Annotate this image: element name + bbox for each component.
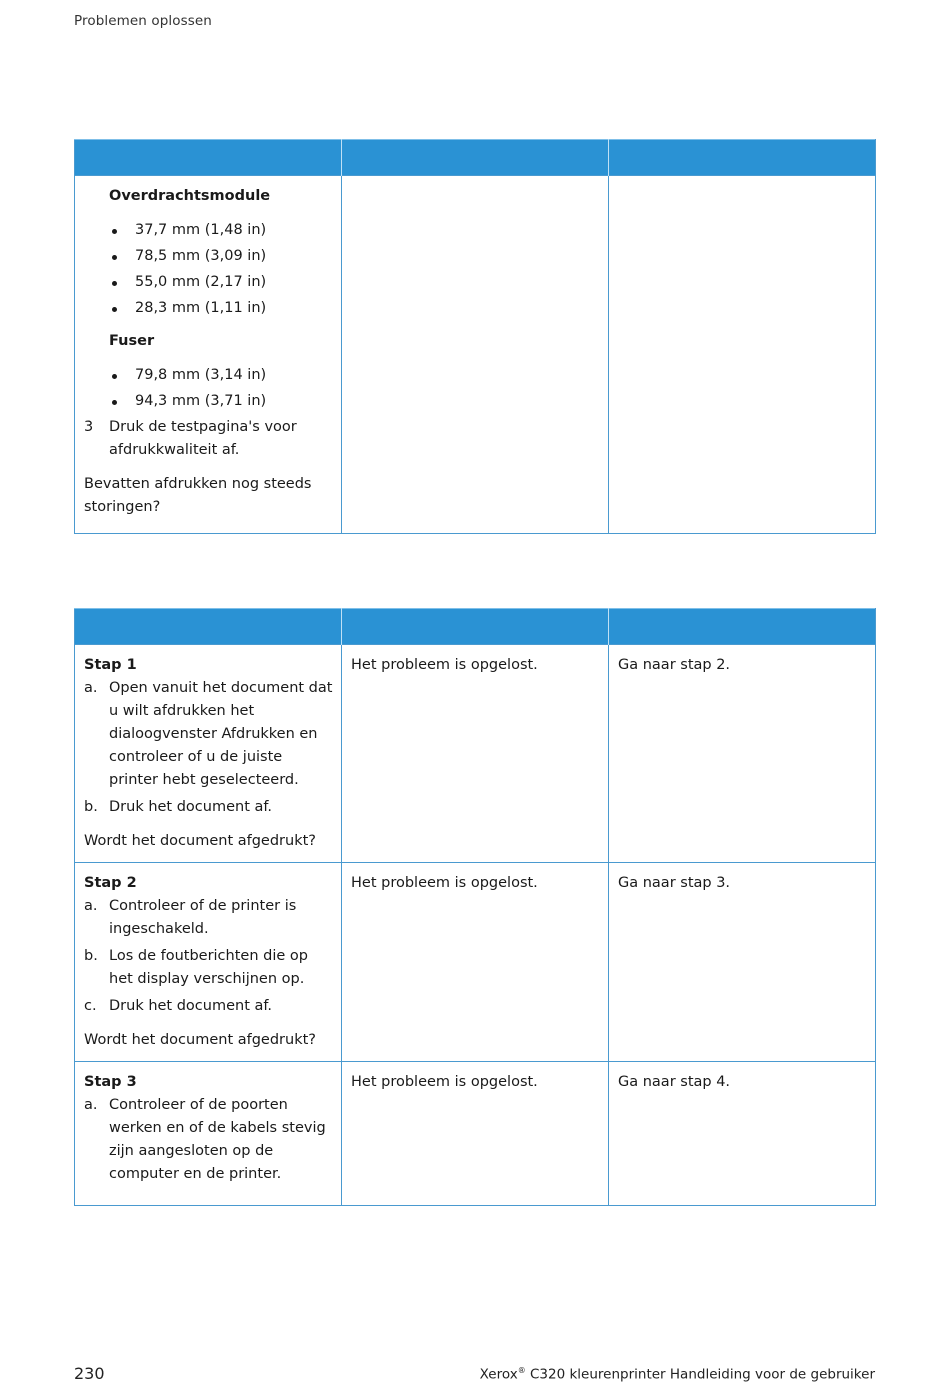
list-item: 55,0 mm (2,17 in) xyxy=(109,271,333,294)
substep-label: b. xyxy=(84,799,98,815)
no-cell: Ga naar stap 4. xyxy=(609,1062,876,1206)
substep-label: a. xyxy=(84,680,98,696)
registered-mark: ® xyxy=(517,1366,526,1375)
yes-cell: Het probleem is opgelost. xyxy=(342,863,609,1062)
list-item xyxy=(84,796,333,819)
substep-text: Controleer of de printer is ingeschakeld. xyxy=(109,898,297,937)
step-question: Wordt het document afgedrukt? xyxy=(84,1032,316,1048)
header-cell-no xyxy=(609,140,876,176)
brand-name: Xerox xyxy=(479,1366,518,1383)
step-title: Stap 2 xyxy=(84,875,137,891)
table-header-row xyxy=(75,609,876,645)
substep-text: Open vanuit het document dat u wilt afdrukken het dialoogvenster Afdrukken en controleer of u de juiste printer hebt geselecteerd. xyxy=(109,680,333,788)
list-item xyxy=(84,677,333,792)
yes-cell: Het probleem is opgelost. xyxy=(342,1062,609,1206)
action-cell xyxy=(75,645,342,863)
step-text: Druk de testpagina's voor afdrukkwaliteit af. xyxy=(109,419,297,458)
troubleshooting-table-continued xyxy=(74,139,876,534)
substep-list xyxy=(84,895,333,1018)
substep-label: a. xyxy=(84,898,98,914)
step-title: Stap 1 xyxy=(84,657,137,673)
substep-label: a. xyxy=(84,1097,98,1113)
list-item xyxy=(84,995,333,1018)
action-cell xyxy=(75,863,342,1062)
list-item xyxy=(84,1094,333,1186)
table-row-stap-1 xyxy=(75,645,876,863)
step-question: Bevatten afdrukken nog steeds storingen? xyxy=(84,476,312,515)
substep-text: Los de foutberichten die op het display verschijnen op. xyxy=(109,948,308,987)
document-title xyxy=(480,1366,875,1383)
fuser-list xyxy=(84,364,333,413)
troubleshooting-table xyxy=(74,608,876,1206)
substep-text: Druk het document af. xyxy=(109,998,273,1014)
yes-cell xyxy=(342,176,609,534)
substep-text: Druk het document af. xyxy=(109,799,273,815)
list-item: 28,3 mm (1,11 in) xyxy=(109,297,333,320)
header-cell-action xyxy=(75,609,342,645)
list-item xyxy=(84,895,333,941)
substep-list xyxy=(84,677,333,819)
doc-title-text: C320 kleurenprinter Handleiding voor de gebruiker xyxy=(525,1366,875,1383)
table-row-stap-3 xyxy=(75,1062,876,1206)
overdrachtsmodule-heading: Overdrachtsmodule xyxy=(109,188,271,204)
fuser-heading: Fuser xyxy=(109,333,155,349)
substep-label: c. xyxy=(84,998,97,1014)
running-header: Problemen oplossen xyxy=(74,13,212,29)
action-cell xyxy=(75,1062,342,1206)
table-row xyxy=(75,176,876,534)
substep-label: b. xyxy=(84,948,98,964)
no-cell xyxy=(609,176,876,534)
page-number: 230 xyxy=(74,1364,105,1383)
no-cell: Ga naar stap 3. xyxy=(609,863,876,1062)
header-cell-no xyxy=(609,609,876,645)
step-title: Stap 3 xyxy=(84,1074,137,1090)
yes-cell: Het probleem is opgelost. xyxy=(342,645,609,863)
substep-text: Controleer of de poorten werken en of de kabels stevig zijn aangesloten op de computer en de printer. xyxy=(109,1097,326,1182)
list-item: 79,8 mm (3,14 in) xyxy=(109,364,333,387)
header-cell-yes xyxy=(342,140,609,176)
no-cell: Ga naar stap 2. xyxy=(609,645,876,863)
list-item: 78,5 mm (3,09 in) xyxy=(109,245,333,268)
overdrachtsmodule-list xyxy=(84,219,333,320)
step-number: 3 xyxy=(84,419,94,435)
list-item: 37,7 mm (1,48 in) xyxy=(109,219,333,242)
table-row-stap-2 xyxy=(75,863,876,1062)
table-header-row xyxy=(75,140,876,176)
action-cell xyxy=(75,176,342,534)
substep-list xyxy=(84,1094,333,1186)
list-item xyxy=(84,945,333,991)
header-cell-yes xyxy=(342,609,609,645)
header-cell-action xyxy=(75,140,342,176)
list-item: 94,3 mm (3,71 in) xyxy=(109,390,333,413)
numbered-step xyxy=(84,416,333,462)
step-question: Wordt het document afgedrukt? xyxy=(84,833,316,849)
